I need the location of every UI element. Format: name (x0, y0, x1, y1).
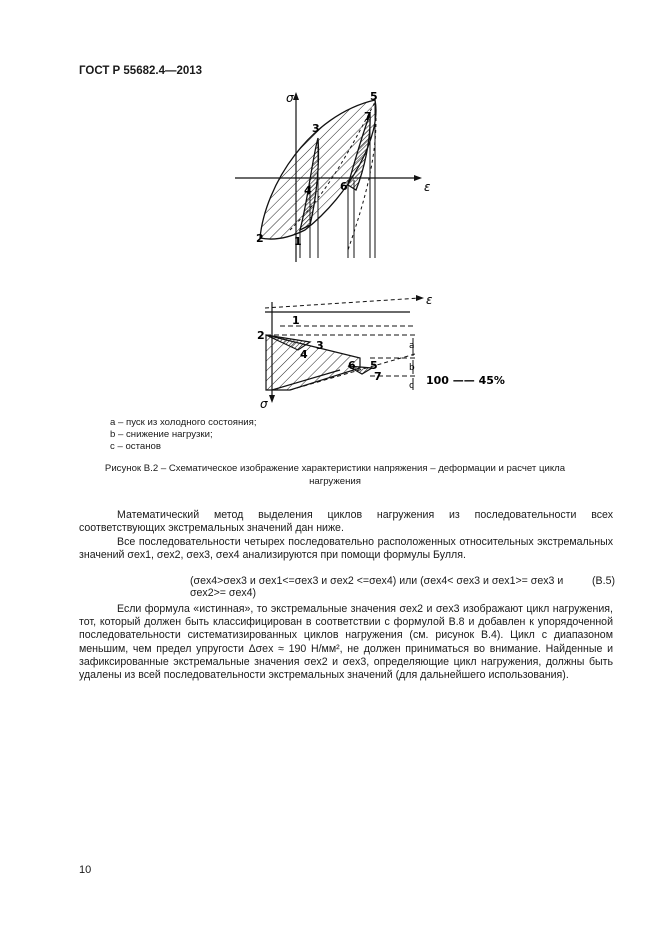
bottom-point-label-6: 6 (348, 359, 356, 372)
point-label-5: 5 (370, 90, 378, 103)
point-label-1: 1 (294, 235, 302, 248)
sigma-axis-bottom-arrow (269, 395, 275, 403)
paragraph-sequences: Все последовательности четырех последовательно расположенных относительных экстремальных значений σex1, σex2, σex3, σex4 анализируются при помощи формулы Булля. (79, 536, 613, 562)
paragraph-condition: Если формула «истинная», то экстремальные значения σex2 и σex3 изображают цикл нагружения, тот, который должен быть классифицирован в соответствии с формулой В.8 и добавлен к упорядоченной последовательности систематизированных циклов нагружения (см. рисунок В.4). Цикл с диапазоном меньшим, чем предел упругости Δσex ≈ 190 Н/мм², не должен приниматься во внимание. Найденные и зафиксированные экстремальные значения σex2 и σex3, определяющие цикл нагружения, должны быть удалены из всей последовательности экстремальных значений (для дальнейшего использования). (79, 603, 613, 682)
page-number: 10 (79, 864, 92, 876)
sigma-label-bottom: σ (260, 397, 268, 410)
epsilon-label-bottom: ε (426, 293, 433, 307)
point-label-2: 2 (256, 232, 264, 245)
cycle-area (266, 335, 360, 390)
bottom-point-label-4: 4 (300, 348, 308, 361)
formula-text: (σex4>σex3 и σex1<=σex3 и σex2 <=σex4) или (σex4< σex3 и σex1>= σex3 и σex2>= σex4) (190, 575, 564, 599)
point-label-4: 4 (304, 184, 312, 197)
figure-b2 (230, 90, 520, 410)
bottom-point-label-2: 2 (257, 329, 265, 342)
legend-item-a: a – пуск из холодного состояния; (110, 417, 257, 428)
load-cycle-diagram (257, 293, 505, 410)
figure-legend (110, 417, 257, 454)
epsilon-axis-bottom-arrow (416, 295, 424, 301)
legend-item-b: b – снижение нагрузки; (110, 429, 213, 441)
formula-b5 (190, 575, 615, 599)
bottom-point-label-7: 7 (374, 370, 382, 383)
epsilon-label: ε (424, 180, 431, 194)
side-label-c: c (409, 381, 414, 391)
bottom-point-label-5: 5 (370, 359, 378, 372)
sigma-axis-arrow (293, 92, 299, 100)
bottom-point-label-1: 1 (292, 314, 300, 327)
stress-strain-diagram (235, 90, 431, 262)
paragraph-method: Математический метод выделения циклов нагружения из последовательности всех соответствующих экстремальных значений дан ниже. (79, 509, 613, 535)
side-label-a: a (409, 341, 415, 351)
formula-number: (В.5) (592, 575, 615, 587)
epsilon-axis-arrow (414, 175, 422, 181)
epsilon-axis-bottom (265, 298, 420, 308)
document-header: ГОСТ Р 55682.4—2013 (79, 65, 203, 77)
sigma-label: σ (286, 91, 294, 105)
range-annotation: 100 —— 45% (426, 374, 505, 387)
point-label-6: 6 (340, 180, 348, 193)
point-label-7: 7 (364, 110, 372, 123)
legend-item-c: c – останов (110, 441, 161, 453)
bottom-point-label-3: 3 (316, 339, 324, 352)
point-label-3: 3 (312, 122, 320, 135)
figure-caption: Рисунок В.2 – Схематическое изображение характеристики напряжения – деформации и расчет цикла нагружения (104, 463, 566, 487)
side-label-b: b (409, 363, 415, 373)
